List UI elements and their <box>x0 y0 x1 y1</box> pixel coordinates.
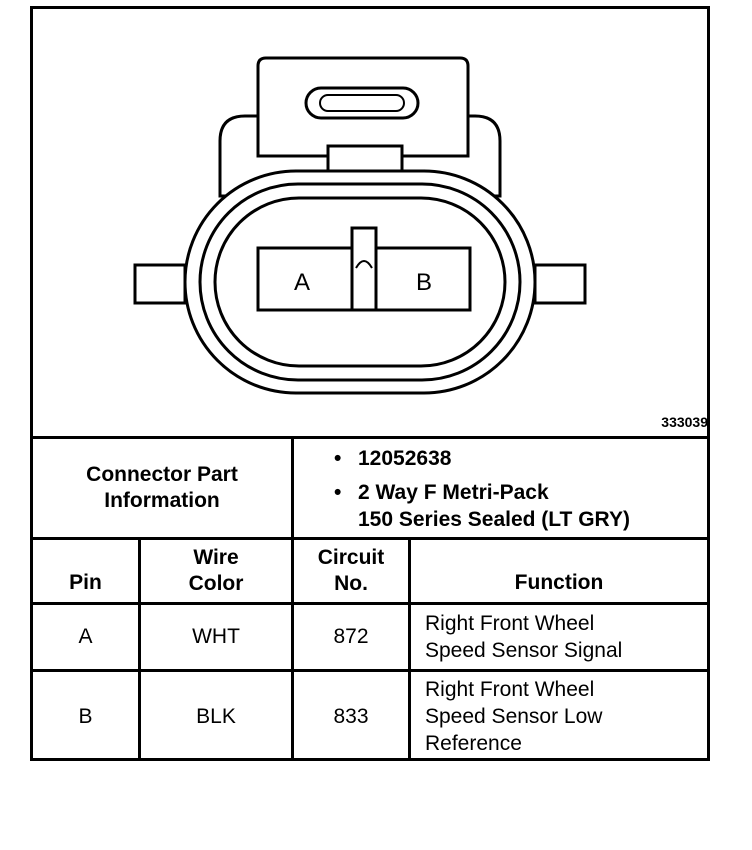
connector-info-label-line2: Information <box>104 489 220 512</box>
row-a-function-cell <box>425 605 707 669</box>
row-b-pin: B <box>78 704 93 728</box>
header-function-label: Function <box>514 571 604 594</box>
row-b-function-line1: Right Front Wheel <box>425 678 595 701</box>
row-b-wire-cell <box>141 672 291 761</box>
part-description-line1: 2 Way F Metri-Pack <box>358 481 549 504</box>
cavity-b-label: B <box>415 269 433 296</box>
table-row <box>33 672 138 761</box>
connector-info-label-line1: Connector Part <box>86 463 238 486</box>
row-b-function-cell <box>425 672 707 761</box>
row-b-function-line3: Reference <box>425 732 522 755</box>
latch-slot <box>306 88 418 118</box>
header-wire-line1: Wire <box>193 546 239 569</box>
header-function <box>411 540 707 602</box>
table-row <box>33 605 138 669</box>
row-b-circuit: 833 <box>333 704 369 728</box>
row-a-wire-cell <box>141 605 291 669</box>
connector-info-values <box>334 445 704 533</box>
header-circuit <box>294 540 408 602</box>
header-wire-line2: Color <box>188 572 244 595</box>
left-side-tab <box>135 265 185 303</box>
header-circuit-line2: No. <box>334 572 368 595</box>
header-circuit-line1: Circuit <box>317 546 385 569</box>
row-b-wire-color: BLK <box>196 704 236 728</box>
figure-id: 333039 <box>661 414 708 430</box>
center-rib <box>352 228 376 310</box>
row-a-pin: A <box>78 625 93 648</box>
row-b-circuit-cell <box>294 672 408 761</box>
row-a-function-line2: Speed Sensor Signal <box>425 639 623 662</box>
right-side-tab <box>535 265 585 303</box>
row-a-circuit-cell <box>294 605 408 669</box>
row-b-function-line2: Speed Sensor Low <box>425 705 603 728</box>
row-a-wire-color: WHT <box>192 625 240 648</box>
row-a-circuit: 872 <box>333 625 369 648</box>
part-number: 12052638 <box>358 447 452 470</box>
header-wire-color <box>141 540 291 602</box>
connector-end-view <box>30 6 710 438</box>
header-pin-label: Pin <box>69 571 102 594</box>
bullet: • <box>334 481 342 504</box>
connector-info-label <box>33 439 291 537</box>
cavity-a-label: A <box>293 269 311 296</box>
header-pin <box>33 540 138 602</box>
row-a-function-line1: Right Front Wheel <box>425 612 595 635</box>
bullet: • <box>334 447 342 470</box>
part-description-line2: 150 Series Sealed (LT GRY) <box>358 508 630 531</box>
